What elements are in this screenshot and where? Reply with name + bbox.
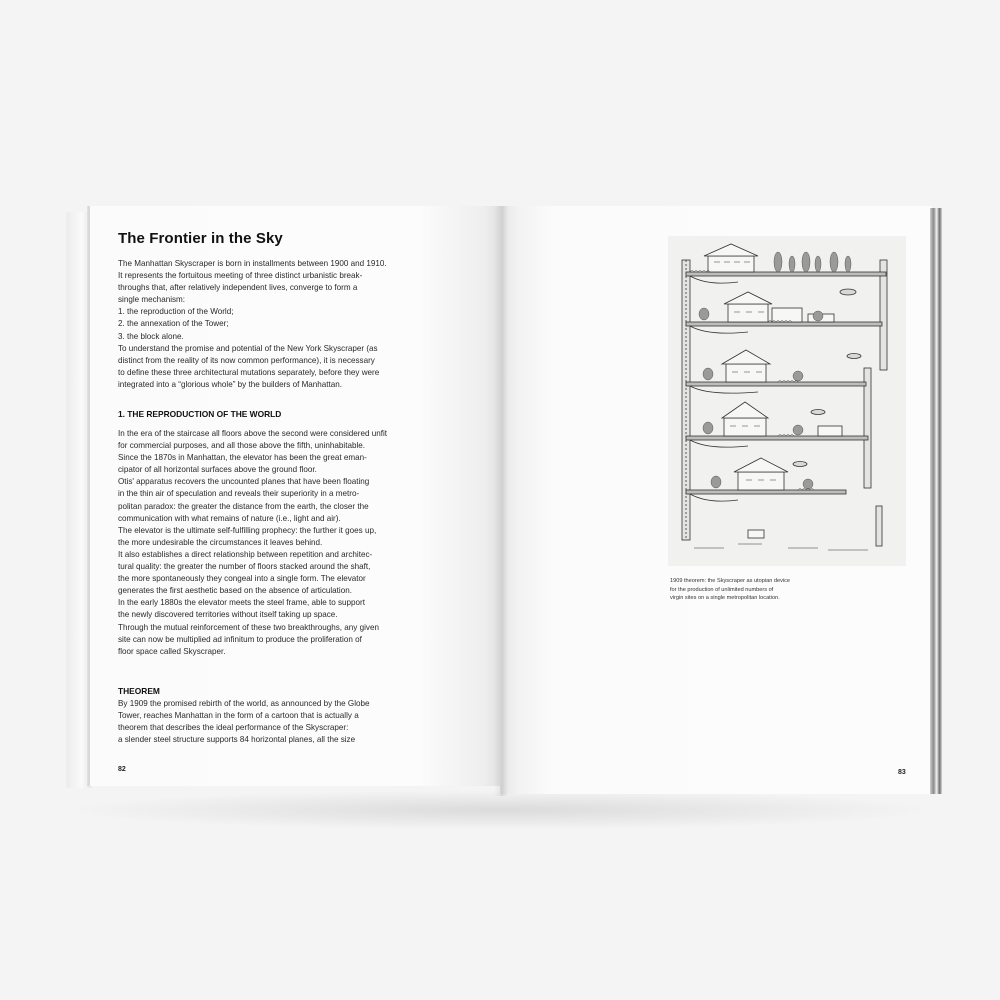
text-line: the more undesirable the circumstances it leaves behind. xyxy=(118,537,323,547)
text-line: In the era of the staircase all floors above the second were considered unfit xyxy=(118,429,388,438)
text-line: Otis' apparatus recovers the uncounted planes that have been floating xyxy=(118,477,370,487)
text-line: distinct from the reality of its now common performance), it is necessary xyxy=(118,355,375,365)
text-line: single mechanism: xyxy=(118,295,186,305)
section-theorem-body xyxy=(118,698,370,746)
section-heading-theorem: THEOREM xyxy=(118,686,160,696)
text-line: the more spontaneously they congeal into a single form. The elevator xyxy=(118,574,366,584)
text-line: floor space called Skyscraper. xyxy=(118,646,226,656)
text-line: 3. the block alone. xyxy=(118,331,184,341)
text-line: It represents the fortuitous meeting of three distinct urbanistic break- xyxy=(118,271,363,281)
text-line: communication with what remains of nature (i.e., light and air). xyxy=(118,513,341,523)
right-page-edge xyxy=(930,208,942,794)
text-line: tural quality: the greater the number of floors stacked around the shaft, xyxy=(118,562,371,572)
text-line: The elevator is the ultimate self-fulfilling prophecy: the further it goes up, xyxy=(118,525,377,535)
caption-line: virgin sites on a single metropolitan location. xyxy=(670,595,780,602)
text-line: It also establishes a direct relationship between repetition and architec- xyxy=(118,549,373,559)
text-line: to define these three architectural mutations separately, before they were xyxy=(118,367,380,377)
text-line: 1. the reproduction of the World; xyxy=(118,307,234,317)
section-reproduction-body xyxy=(118,428,387,658)
text-line: generates the first aesthetic based on the absence of articulation. xyxy=(118,586,352,596)
intro-paragraph xyxy=(118,258,387,391)
text-line: Since the 1870s in Manhattan, the elevator has been the great eman- xyxy=(118,453,367,463)
text-line: integrated into a “glorious whole” by the builders of Manhattan. xyxy=(118,379,343,389)
text-line: By 1909 the promised rebirth of the world, as announced by the Globe xyxy=(118,699,370,708)
book-spine xyxy=(494,206,508,796)
text-line: The Manhattan Skyscraper is born in installments between 1900 and 1910. xyxy=(118,259,387,268)
text-line: Through the mutual reinforcement of these two breakthroughs, any given xyxy=(118,622,379,632)
page-number-left: 82 xyxy=(118,766,126,773)
text-line: In the early 1880s the elevator meets the steel frame, able to support xyxy=(118,598,366,608)
text-line: Tower, reaches Manhattan in the form of a cartoon that is actually a xyxy=(118,711,359,721)
page-number-right: 83 xyxy=(898,769,906,776)
text-line: cipator of all horizontal surfaces above the ground floor. xyxy=(118,465,317,475)
text-line: for commercial purposes, and all those above the fifth, uninhabitable. xyxy=(118,441,366,451)
text-line: the newly discovered territories without itself taking up space. xyxy=(118,610,338,620)
text-line: politan paradox: the greater the distance from the earth, the closer the xyxy=(118,501,369,511)
figure-caption xyxy=(670,577,790,603)
caption-line: for the production of unlimited numbers of xyxy=(670,586,774,593)
text-line: site can now be multiplied ad infinitum to produce the proliferation of xyxy=(118,634,362,644)
text-line: throughs that, after relatively independent lives, converge to form a xyxy=(118,283,358,293)
text-line: theorem that describes the ideal performance of the Skyscraper: xyxy=(118,723,349,733)
page-title: The Frontier in the Sky xyxy=(118,230,283,247)
text-line: a slender steel structure supports 84 horizontal planes, all the size xyxy=(118,735,356,745)
text-line: 2. the annexation of the Tower; xyxy=(118,319,229,329)
skyscraper-theorem-illustration xyxy=(668,236,906,566)
section-heading-reproduction: 1. THE REPRODUCTION OF THE WORLD xyxy=(118,409,282,419)
text-line: To understand the promise and potential of the New York Skyscraper (as xyxy=(118,343,378,353)
book-shadow xyxy=(60,790,940,830)
caption-line: 1909 theorem: the Skyscraper as utopian device xyxy=(670,578,791,584)
text-line: in the thin air of speculation and reveals their superiority in a metro- xyxy=(118,489,360,499)
